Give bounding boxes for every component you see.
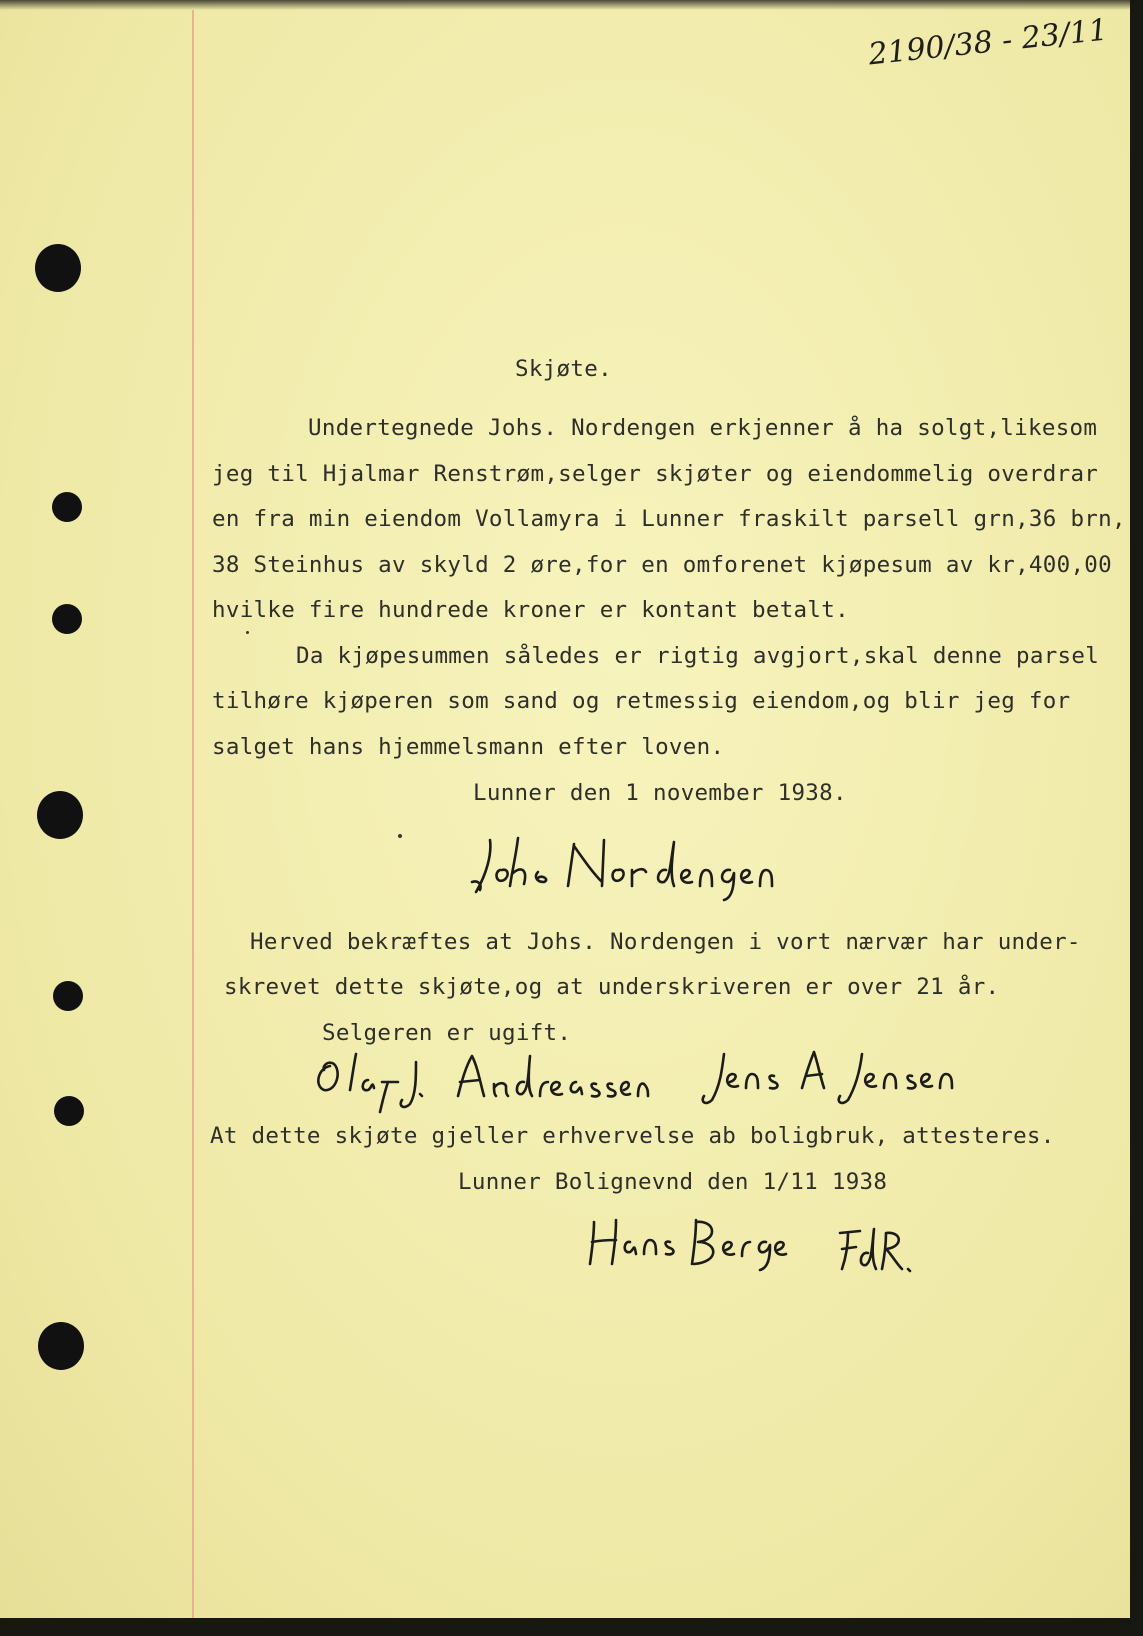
punch-hole <box>35 244 81 292</box>
document-title: Skjøte. <box>515 356 612 382</box>
paragraph-line: jeg til Hjalmar Renstrøm,selger skjøter og eiendommelig overdrar <box>212 461 1099 487</box>
paragraph-line: Undertegnede Johs. Nordengen erkjenner å ha solgt,likesom <box>308 415 1098 441</box>
punch-hole <box>37 791 83 839</box>
punch-hole <box>52 604 82 634</box>
paragraph-line: hvilke fire hundrede kroner er kontant betalt. <box>212 597 849 623</box>
date-line: Lunner den 1 november 1938. <box>473 780 847 806</box>
punch-hole <box>52 492 82 522</box>
board-signature <box>586 1210 816 1270</box>
punch-hole <box>54 1096 84 1126</box>
paragraph-line: 38 Steinhus av skyld 2 øre,for en omforenet kjøpesum av kr,400,00 <box>212 552 1112 578</box>
scan-shadow <box>0 0 1132 10</box>
ink-speck <box>398 834 402 838</box>
witness-statement-line: Herved bekræftes at Johs. Nordengen i vort nærvær har under- <box>250 929 1081 955</box>
witness-statement-line: skrevet dette skjøte,og at underskriveren er over 21 år. <box>224 974 1000 1000</box>
attestation: At dette skjøte gjeller erhvervelse ab boligbruk, attesteres. <box>210 1123 1055 1149</box>
margin-line <box>192 10 194 1620</box>
paragraph-line: tilhøre kjøperen som sand og retmessig eiendom,og blir jeg for <box>212 688 1071 714</box>
paragraph-line: Da kjøpesummen således er rigtig avgjort,skal denne parsel <box>296 643 1100 669</box>
paragraph-line: en fra min eiendom Vollamyra i Lunner fraskilt parsell grn,36 brn, <box>212 506 1126 532</box>
marital-status: Selgeren er ugift. <box>322 1020 572 1046</box>
case-number: 2190/38 - 23/11 <box>866 12 1110 73</box>
board-line: Lunner Bolignevnd den 1/11 1938 <box>458 1169 888 1195</box>
punch-hole <box>53 981 83 1011</box>
paragraph-line: salget hans hjemmelsmann efter loven. <box>212 734 725 760</box>
punch-hole <box>38 1322 84 1370</box>
witness-signature-2 <box>700 1040 1000 1110</box>
seller-signature <box>468 830 788 900</box>
witness-signature-1 <box>308 1042 648 1114</box>
ink-speck <box>246 631 249 634</box>
board-initials <box>834 1225 914 1275</box>
scan-edge-right <box>1130 0 1143 1636</box>
scan-edge-bottom <box>0 1618 1143 1636</box>
